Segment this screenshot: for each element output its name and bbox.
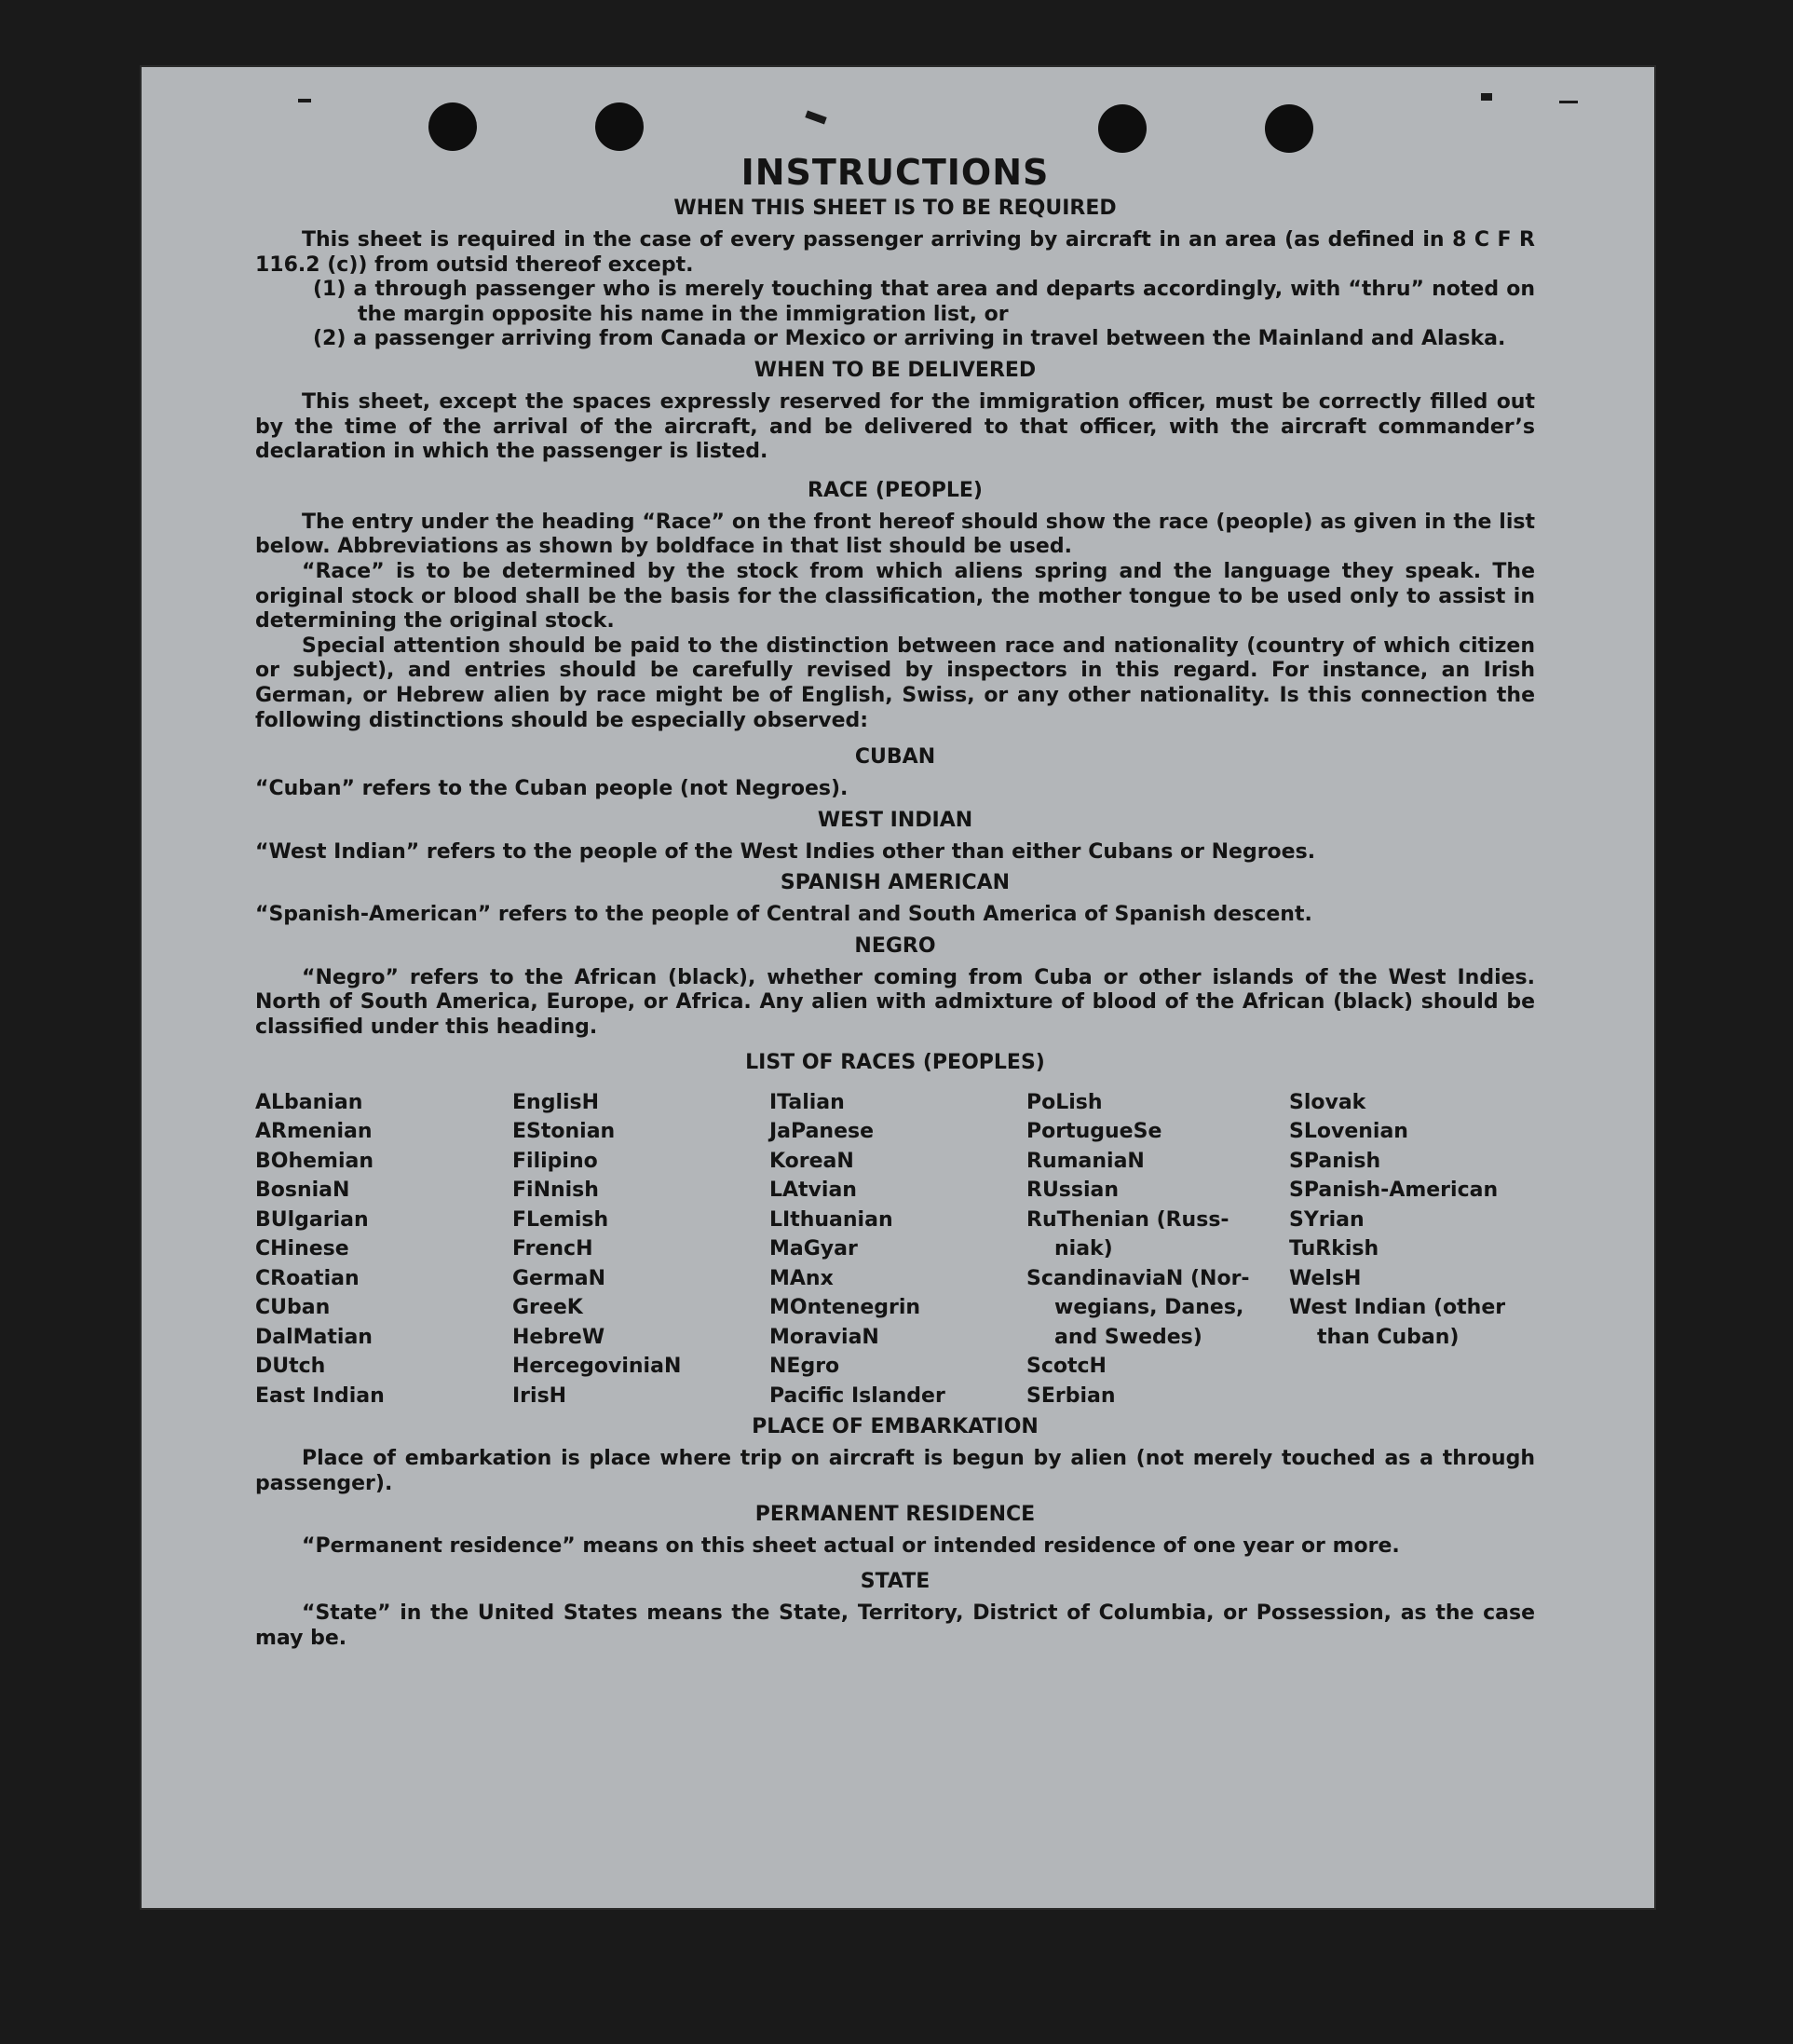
heading-state: STATE	[860, 1569, 930, 1593]
instructions-content	[255, 151, 1535, 1651]
speck	[1718, 1006, 1721, 1034]
race-entry: SYrian	[1289, 1207, 1365, 1232]
race-entry: Slovak	[1289, 1090, 1366, 1114]
speck	[1481, 93, 1492, 101]
embarkation-text: Place of embarkation is place where trip on aircraft is begun by alien (not merely touched as a through passenger).	[255, 1447, 1535, 1495]
race-entry: FLemish	[512, 1207, 609, 1232]
page-title: INSTRUCTIONS	[740, 152, 1050, 193]
races-column-3	[769, 1088, 1026, 1411]
race-entry: Pacific Islander	[769, 1383, 945, 1408]
punch-hole	[428, 102, 477, 151]
race-entry: MoraviaN	[769, 1325, 879, 1349]
race-entry: ScotcH	[1026, 1355, 1107, 1379]
race-entry: LAtvian	[769, 1179, 857, 1203]
exception-item-2: (2) a passenger arriving from Canada or Mexico or arriving in travel between the Mainland and Alaska.	[313, 327, 1506, 351]
heading-when-required: WHEN THIS SHEET IS TO BE REQUIRED	[673, 197, 1117, 220]
race-entry: niak)	[1054, 1237, 1113, 1261]
race-entry: FiNnish	[512, 1179, 599, 1203]
race-entry: DUtch	[255, 1355, 326, 1379]
race-entry: WelsH	[1289, 1266, 1362, 1290]
race-entry: EnglisH	[512, 1090, 600, 1114]
punch-hole	[1098, 104, 1147, 153]
race-entry: wegians, Danes,	[1054, 1296, 1244, 1320]
heading-west-indian: WEST INDIAN	[817, 808, 973, 832]
exception-item-1: (1) a through passenger who is merely touching that area and departs accordingly, with “thru” noted on the margin opposite his name in the immigration list, or	[313, 278, 1535, 326]
race-entry: PoLish	[1026, 1090, 1103, 1114]
heading-when-delivered: WHEN TO BE DELIVERED	[754, 358, 1037, 382]
race-entry: KoreaN	[769, 1149, 854, 1173]
race-entry: EStonian	[512, 1120, 616, 1144]
race-paragraph-3: Special attention should be paid to the distinction between race and nationality (country of which citizen or subject), and entries should be carefully revised by inspectors in this regard. For instance, an Irish German, or Hebrew alien by race might be of English, Swiss, or any other nationality. Is this connection the following distinctions should be especially observed:	[255, 634, 1535, 732]
races-column-5	[1289, 1088, 1535, 1411]
punch-hole	[595, 102, 644, 151]
race-entry: East Indian	[255, 1383, 385, 1408]
race-entry: CRoatian	[255, 1266, 360, 1290]
race-entry: SPanish	[1289, 1149, 1381, 1173]
negro-text: “Negro” refers to the African (black), whether coming from Cuba or other islands of the West Indies. North of South America, Europe, or Africa. Any alien with admixture of blood of the African (black) should be classified under this heading.	[255, 965, 1535, 1040]
race-entry: PortugueSe	[1026, 1120, 1162, 1144]
race-entry: MAnx	[769, 1266, 834, 1290]
state-text: “State” in the United States means the State, Territory, District of Columbia, or Possession, as the case may be.	[255, 1601, 1535, 1650]
race-entry: DalMatian	[255, 1325, 373, 1349]
speck	[298, 99, 311, 102]
race-entry: BOhemian	[255, 1149, 374, 1173]
race-entry: IrisH	[512, 1383, 567, 1408]
race-paragraph-2: “Race” is to be determined by the stock from which aliens spring and the language they speak. The original stock or blood shall be the basis for the classification, the mother tongue to be used only to assist in determining the original stock.	[255, 559, 1535, 634]
race-entry: GermaN	[512, 1266, 606, 1290]
spanish-american-text: “Spanish-American” refers to the people of Central and South America of Spanish descent.	[255, 903, 1312, 927]
heading-cuban: CUBAN	[854, 745, 936, 770]
races-column-1	[255, 1088, 512, 1411]
race-entry: SErbian	[1026, 1383, 1116, 1408]
race-entry: and Swedes)	[1054, 1325, 1202, 1349]
heading-race: RACE (PEOPLE)	[808, 478, 983, 502]
when-delivered-text: This sheet, except the spaces expressly reserved for the immigration officer, must be correctly filled out by the time of the arrival of the aircraft, and be delivered to that officer, with the aircraft commander’s declaration in which the passenger is listed.	[255, 389, 1535, 464]
heading-list-of-races: LIST OF RACES (PEOPLES)	[745, 1050, 1045, 1074]
heading-permanent-residence: PERMANENT RESIDENCE	[754, 1503, 1036, 1527]
residence-text: “Permanent residence” means on this sheet actual or intended residence of one year or more.	[302, 1534, 1400, 1559]
speck	[805, 110, 826, 124]
race-entry: LIthuanian	[769, 1207, 893, 1232]
race-entry: ITalian	[769, 1090, 845, 1114]
races-list	[255, 1088, 1535, 1411]
race-entry: CHinese	[255, 1237, 349, 1261]
race-entry: NEgro	[769, 1355, 840, 1379]
race-entry: MaGyar	[769, 1237, 858, 1261]
races-column-2	[512, 1088, 769, 1411]
race-entry: SLovenian	[1289, 1120, 1408, 1144]
race-entry: TuRkish	[1289, 1237, 1379, 1261]
race-entry: GreeK	[512, 1296, 583, 1320]
races-column-4	[1026, 1088, 1289, 1411]
race-entry: BUlgarian	[255, 1207, 369, 1232]
race-entry: HebreW	[512, 1325, 605, 1349]
race-entry: MOntenegrin	[769, 1296, 921, 1320]
race-entry: West Indian (other	[1289, 1296, 1506, 1320]
speck	[1559, 101, 1578, 103]
heading-negro: NEGRO	[854, 933, 936, 958]
race-entry: FrencH	[512, 1237, 593, 1261]
race-entry: CUban	[255, 1296, 331, 1320]
race-entry: BosniaN	[255, 1179, 350, 1203]
race-entry: HercegoviniaN	[512, 1355, 682, 1379]
race-entry: than Cuban)	[1317, 1325, 1460, 1349]
race-entry: RumaniaN	[1026, 1149, 1145, 1173]
when-required-intro: This sheet is required in the case of every passenger arriving by aircraft in an area (as defined in 8 C F R 116.2 (c)) from outsid thereof except.	[255, 228, 1535, 277]
race-paragraph-1: The entry under the heading “Race” on the front hereof should show the race (people) as given in the list below. Abbreviations as shown by boldface in that list should be used.	[255, 510, 1535, 559]
cuban-text: “Cuban” refers to the Cuban people (not Negroes).	[255, 777, 849, 801]
heading-spanish-american: SPANISH AMERICAN	[780, 871, 1011, 895]
race-entry: ALbanian	[255, 1090, 363, 1114]
race-entry: ScandinaviaN (Nor-	[1026, 1266, 1250, 1290]
document-sheet	[140, 65, 1656, 1910]
race-entry: ARmenian	[255, 1120, 373, 1144]
punch-hole	[1265, 104, 1313, 153]
race-entry: JaPanese	[769, 1120, 875, 1144]
heading-place-of-embarkation: PLACE OF EMBARKATION	[752, 1415, 1039, 1439]
race-entry: RuThenian (Russ-	[1026, 1207, 1229, 1232]
race-entry: RUssian	[1026, 1179, 1120, 1203]
race-entry: SPanish-American	[1289, 1179, 1499, 1203]
west-indian-text: “West Indian” refers to the people of the West Indies other than either Cubans or Negroes.	[255, 839, 1316, 864]
race-entry: Filipino	[512, 1149, 598, 1173]
